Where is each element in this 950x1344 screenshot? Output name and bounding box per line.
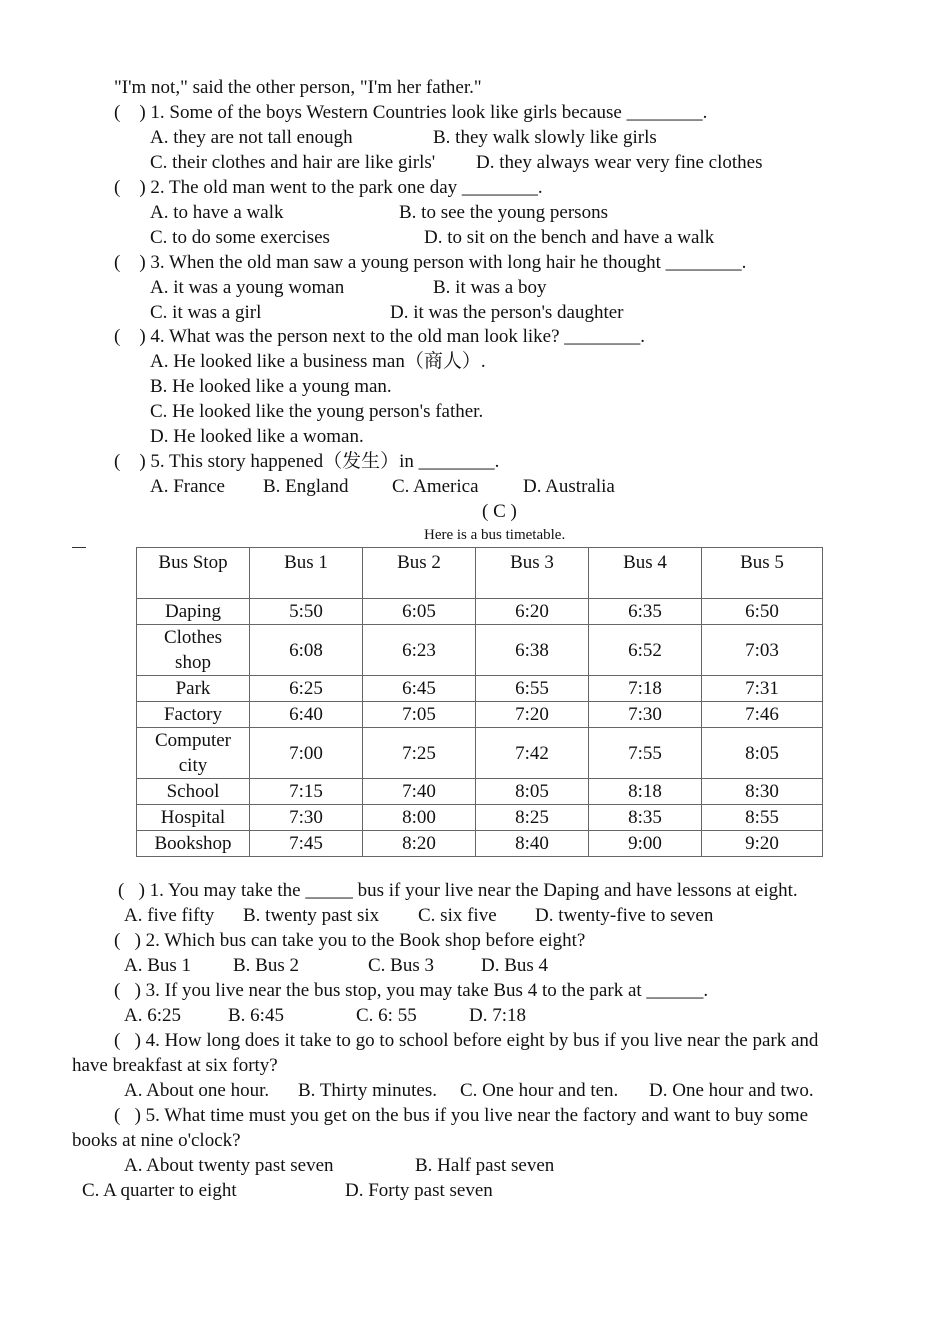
- option-b2-d: D. to sit on the bench and have a walk: [424, 227, 715, 248]
- option-b4-c: C. He looked like the young person's father.: [150, 401, 484, 422]
- header-bus-5: Bus 5: [702, 548, 823, 599]
- option-c2-b: B. Bus 2: [233, 955, 299, 976]
- header-bus-4: Bus 4: [589, 548, 702, 599]
- option-b4-b: B. He looked like a young man.: [150, 376, 392, 397]
- option-c5-b: B. Half past seven: [415, 1155, 555, 1176]
- table-row: [137, 599, 823, 625]
- option-b5-c: C. America: [392, 476, 479, 497]
- time-cell: 5:50: [250, 599, 363, 625]
- question-c5-line-1: ( ) 5. What time must you get on the bus if you live near the factory and want to buy some: [114, 1105, 809, 1126]
- time-cell: 8:35: [589, 805, 702, 831]
- option-b3-c: C. it was a girl: [150, 302, 262, 323]
- time-cell: 6:23: [363, 625, 476, 676]
- header-bus-stop: Bus Stop: [137, 548, 250, 599]
- time-cell: 6:05: [363, 599, 476, 625]
- bus-timetable: [136, 547, 823, 857]
- time-cell: 8:55: [702, 805, 823, 831]
- option-b2-a: A. to have a walk: [150, 202, 284, 223]
- table-row: [137, 805, 823, 831]
- time-cell: 8:05: [476, 779, 589, 805]
- timetable-caption: Here is a bus timetable.: [424, 527, 566, 543]
- stop-name-line-2: city: [178, 755, 208, 776]
- time-cell: 7:20: [476, 702, 589, 728]
- option-b5-d: D. Australia: [523, 476, 615, 497]
- question-c3: ( ) 3. If you live near the bus stop, you may take Bus 4 to the park at ______.: [114, 980, 709, 1001]
- time-cell: 7:03: [702, 625, 823, 676]
- time-cell: 7:46: [702, 702, 823, 728]
- table-row: [137, 625, 823, 676]
- option-b2-c: C. to do some exercises: [150, 227, 330, 248]
- question-b1: ( ) 1. Some of the boys Western Countries look like girls because ________.: [114, 102, 708, 123]
- time-cell: 7:45: [250, 831, 363, 857]
- table-row: [137, 831, 823, 857]
- option-b5-a: A. France: [150, 476, 225, 497]
- time-cell: 7:30: [250, 805, 363, 831]
- table-row: [137, 779, 823, 805]
- stray-dash: [72, 547, 86, 548]
- option-b3-d: D. it was the person's daughter: [390, 302, 624, 323]
- stop-name: Hospital: [137, 805, 250, 831]
- option-c5-a: A. About twenty past seven: [124, 1155, 334, 1176]
- time-cell: 7:40: [363, 779, 476, 805]
- table-row: [137, 728, 823, 779]
- option-b3-a: A. it was a young woman: [150, 277, 345, 298]
- time-cell: 8:30: [702, 779, 823, 805]
- option-c3-a: A. 6:25: [124, 1005, 181, 1026]
- option-b4-a: A. He looked like a business man（商人）.: [150, 351, 486, 372]
- section-heading-c: ( C ): [482, 501, 517, 522]
- header-bus-1: Bus 1: [250, 548, 363, 599]
- time-cell: 8:00: [363, 805, 476, 831]
- option-c2-d: D. Bus 4: [481, 955, 549, 976]
- time-cell: 7:55: [589, 728, 702, 779]
- option-c4-b: B. Thirty minutes.: [298, 1080, 437, 1101]
- option-c3-d: D. 7:18: [469, 1005, 526, 1026]
- option-c4-d: D. One hour and two.: [649, 1080, 814, 1101]
- stop-name: School: [137, 779, 250, 805]
- option-c2-a: A. Bus 1: [124, 955, 192, 976]
- question-c4-line-2: have breakfast at six forty?: [72, 1055, 278, 1076]
- time-cell: 8:05: [702, 728, 823, 779]
- stop-name: Daping: [137, 599, 250, 625]
- header-bus-3: Bus 3: [476, 548, 589, 599]
- stop-name-line-1: Computer: [155, 730, 231, 751]
- time-cell: 6:50: [702, 599, 823, 625]
- option-b1-c: C. their clothes and hair are like girls': [150, 152, 436, 173]
- time-cell: 6:55: [476, 676, 589, 702]
- story-last-line: "I'm not," said the other person, "I'm her father.": [114, 77, 482, 98]
- time-cell: 7:00: [250, 728, 363, 779]
- table-row: [137, 676, 823, 702]
- option-c1-c: C. six five: [418, 905, 497, 926]
- option-c2-c: C. Bus 3: [368, 955, 434, 976]
- stop-name: Bookshop: [137, 831, 250, 857]
- time-cell: 8:18: [589, 779, 702, 805]
- option-b2-b: B. to see the young persons: [399, 202, 608, 223]
- question-c4-line-1: ( ) 4. How long does it take to go to school before eight by bus if you live near the park and: [114, 1030, 819, 1051]
- option-b1-a: A. they are not tall enough: [150, 127, 353, 148]
- question-b4: ( ) 4. What was the person next to the old man look like? ________.: [114, 326, 646, 347]
- stop-name-line-1: Clothes: [163, 627, 223, 648]
- stop-name: [137, 728, 250, 779]
- time-cell: 6:35: [589, 599, 702, 625]
- table-row: [137, 702, 823, 728]
- time-cell: 8:20: [363, 831, 476, 857]
- question-c2: ( ) 2. Which bus can take you to the Book shop before eight?: [114, 930, 586, 951]
- option-c5-d: D. Forty past seven: [345, 1180, 493, 1201]
- option-b4-d: D. He looked like a woman.: [150, 426, 364, 447]
- question-b3: ( ) 3. When the old man saw a young person with long hair he thought ________.: [114, 252, 747, 273]
- question-c1: ( ) 1. You may take the _____ bus if your live near the Daping and have lessons at eight.: [118, 880, 798, 901]
- question-c5-line-2: books at nine o'clock?: [72, 1130, 241, 1151]
- option-c1-d: D. twenty-five to seven: [535, 905, 714, 926]
- time-cell: 6:25: [250, 676, 363, 702]
- option-b3-b: B. it was a boy: [433, 277, 547, 298]
- option-c4-c: C. One hour and ten.: [460, 1080, 619, 1101]
- time-cell: 6:52: [589, 625, 702, 676]
- option-c1-b: B. twenty past six: [243, 905, 380, 926]
- stop-name: [137, 625, 250, 676]
- option-c4-a: A. About one hour.: [124, 1080, 270, 1101]
- option-b1-d: D. they always wear very fine clothes: [476, 152, 763, 173]
- option-c5-c: C. A quarter to eight: [82, 1180, 237, 1201]
- stop-name: Park: [137, 676, 250, 702]
- time-cell: 8:25: [476, 805, 589, 831]
- time-cell: 6:40: [250, 702, 363, 728]
- time-cell: 8:40: [476, 831, 589, 857]
- option-b1-b: B. they walk slowly like girls: [433, 127, 657, 148]
- header-bus-2: Bus 2: [363, 548, 476, 599]
- time-cell: 6:20: [476, 599, 589, 625]
- question-b5: ( ) 5. This story happened（发生）in ________.: [114, 451, 500, 472]
- time-cell: 9:20: [702, 831, 823, 857]
- time-cell: 7:42: [476, 728, 589, 779]
- time-cell: 9:00: [589, 831, 702, 857]
- time-cell: 6:38: [476, 625, 589, 676]
- time-cell: 7:31: [702, 676, 823, 702]
- option-c3-c: C. 6: 55: [356, 1005, 417, 1026]
- time-cell: 7:18: [589, 676, 702, 702]
- question-b2: ( ) 2. The old man went to the park one day ________.: [114, 177, 543, 198]
- time-cell: 7:05: [363, 702, 476, 728]
- stop-name-line-2: shop: [175, 652, 211, 673]
- time-cell: 7:30: [589, 702, 702, 728]
- table-header-row: [137, 548, 823, 599]
- stop-name: Factory: [137, 702, 250, 728]
- time-cell: 6:08: [250, 625, 363, 676]
- option-c1-a: A. five fifty: [124, 905, 215, 926]
- option-b5-b: B. England: [263, 476, 349, 497]
- option-c3-b: B. 6:45: [228, 1005, 284, 1026]
- time-cell: 6:45: [363, 676, 476, 702]
- time-cell: 7:15: [250, 779, 363, 805]
- time-cell: 7:25: [363, 728, 476, 779]
